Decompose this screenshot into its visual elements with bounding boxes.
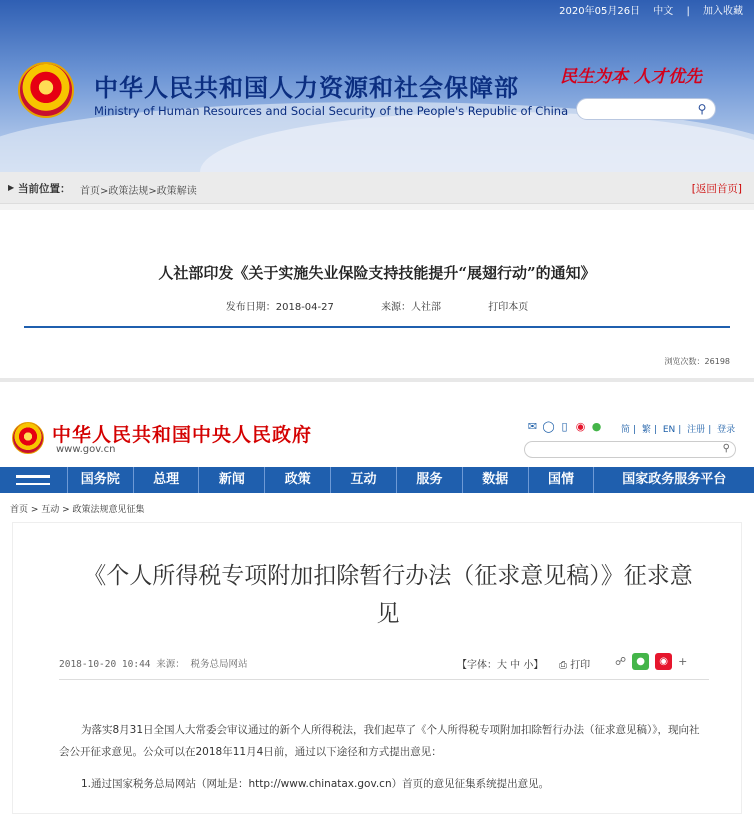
search-input[interactable] [576, 98, 716, 120]
nav-item-news[interactable]: 新闻 [199, 467, 265, 493]
link-login[interactable]: 登录 [717, 425, 736, 435]
site-title: 中华人民共和国中央人民政府 [52, 424, 313, 446]
weibo-icon[interactable]: ◉ [655, 653, 672, 670]
govcn-page [0, 382, 754, 814]
link-traditional[interactable]: 繁 [641, 425, 651, 435]
print-button[interactable]: ⎙ 打印 [559, 660, 591, 671]
site-title-en: Ministry of Human Resources and Social Security of the People's Republic of China [94, 104, 569, 118]
share-icon[interactable]: ☍ [615, 655, 627, 668]
chat-icon[interactable]: ◯ [542, 420, 555, 433]
nav-item-policy[interactable]: 政策 [265, 467, 331, 493]
site-title: 中华人民共和国人力资源和社会保障部 [94, 74, 519, 102]
breadcrumb[interactable]: 首页 > 互动 > 政策法规意见征集 [10, 505, 145, 515]
publish-date: 发布日期：2018-04-27 [225, 302, 334, 313]
share-icons [526, 420, 603, 433]
article-meta [0, 298, 754, 313]
mohrss-page [0, 0, 754, 382]
favorite-link[interactable]: 加入收藏 [703, 6, 743, 17]
current-date: 2020年05月26日 [559, 6, 641, 17]
home-roof [16, 475, 50, 485]
search-icon[interactable]: ⚲ [722, 443, 730, 454]
wechat-icon[interactable]: ● [591, 420, 602, 433]
arrow-icon: ▶ [8, 183, 15, 192]
wechat-icon[interactable]: ● [632, 653, 649, 670]
back-home-link[interactable]: [返回首页] [691, 183, 742, 195]
breadcrumb [0, 172, 754, 204]
mobile-icon[interactable]: ▯ [561, 420, 568, 433]
mail-icon[interactable]: ✉ [527, 420, 538, 433]
article-source: 来源：人社部 [381, 302, 442, 313]
divider [24, 326, 730, 328]
article-card [12, 522, 742, 814]
nav-item-state-council[interactable]: 国务院 [68, 467, 134, 493]
more-icon[interactable]: + [678, 655, 688, 668]
article-meta [59, 653, 709, 673]
nav-item-data[interactable]: 数据 [463, 467, 529, 493]
font-size-control[interactable]: 【字体：大 中 小】 [457, 660, 544, 671]
weibo-icon[interactable]: ◉ [575, 420, 586, 433]
divider [59, 679, 709, 680]
home-icon[interactable] [0, 467, 68, 493]
article-card [0, 210, 754, 378]
breadcrumb-label: 当前位置： [18, 183, 71, 195]
nav-item-premier[interactable]: 总理 [134, 467, 200, 493]
link-simplified[interactable]: 简 [621, 425, 631, 435]
nav-item-services[interactable]: 服务 [397, 467, 463, 493]
paragraph: 1.通过国家税务总局网站（网址是：http://www.chinatax.gov.cn）首页的意见征集系统提出意见。 [81, 778, 550, 790]
print-label: 打印 [570, 660, 591, 671]
article-title: 人社部印发《关于实施失业保险支持技能提升“展翅行动”的通知》 [158, 264, 596, 282]
slogan: 民生为本 人才优先 [560, 67, 702, 87]
view-count: 浏览次数：26198 [664, 357, 730, 366]
nav-item-interaction[interactable]: 互动 [331, 467, 397, 493]
link-english[interactable]: EN [662, 425, 676, 435]
search-icon[interactable]: ⚲ [697, 102, 707, 116]
nav-item-national[interactable]: 国情 [529, 467, 595, 493]
print-link[interactable]: 打印本页 [488, 302, 529, 313]
mohrss-header [0, 0, 754, 172]
emblem-icon [18, 62, 74, 118]
search-input[interactable] [524, 441, 736, 458]
nav-item-service-platform[interactable]: 国家政务服务平台 [622, 472, 727, 487]
paragraph: 为落实8月31日全国人大常委会审议通过的新个人所得税法，我们起草了《个人所得税专项附加扣除暂行办法（征求意见稿）》，现向社会公开征求意见。公众可以在2018年11月4日前，通过以下途径和方式提出意见： [59, 724, 700, 758]
article-date-source: 2018-10-20 10:44 来源： 税务总局网站 [59, 659, 248, 670]
separator: | [686, 6, 690, 17]
emblem-icon [12, 422, 44, 454]
header-links: 简 | 繁 | EN | 注册 | 登录 [621, 425, 736, 435]
article-title: 《个人所得税专项附加扣除暂行办法（征求意见稿）》征求意见 [83, 563, 693, 627]
main-nav [0, 467, 754, 493]
top-bar [554, 2, 748, 17]
breadcrumb-path[interactable]: 首页>政策法规>政策解读 [80, 186, 197, 197]
share-bar [615, 653, 687, 670]
lang-link[interactable]: 中文 [653, 6, 674, 17]
site-domain: www.gov.cn [56, 444, 116, 455]
link-register[interactable]: 注册 [687, 425, 706, 435]
